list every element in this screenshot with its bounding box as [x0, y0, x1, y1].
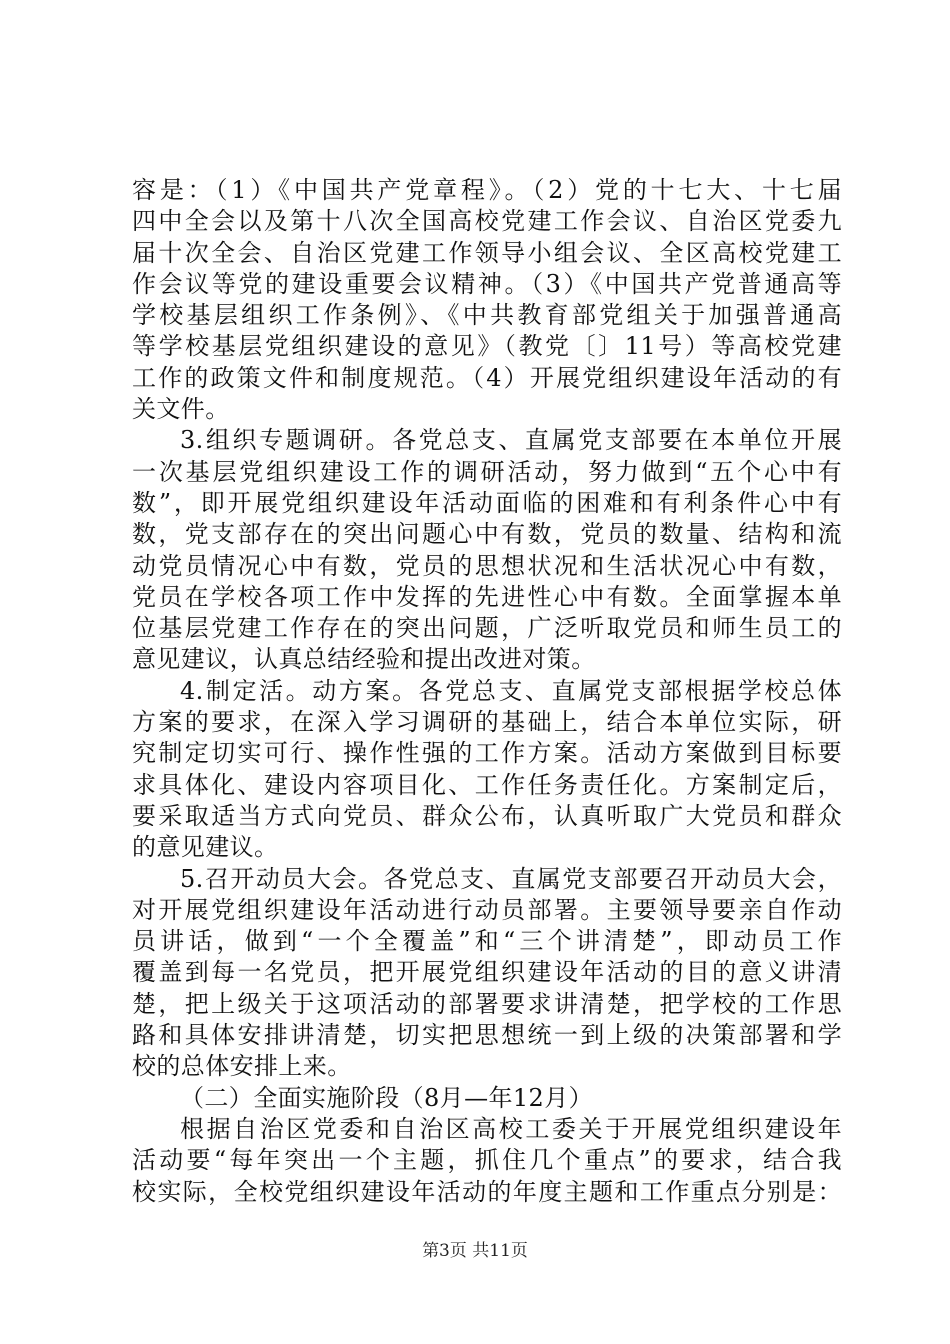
text-line: 位基层党建工作存在的突出问题，广泛听取党员和师生员工的: [132, 614, 842, 643]
text-line: 工作的政策文件和制度规范。（4）开展党组织建设年活动的有: [132, 363, 842, 392]
text-line: 届十次全会、自治区党建工作领导小组会议、全区高校党建工: [132, 238, 842, 267]
text-line: 党员在学校各项工作中发挥的先进性心中有数。全面掌握本单: [132, 582, 842, 611]
document-body: [132, 175, 842, 1208]
text-line: 3.组织专题调研。各党总支、直属党支部要在本单位开展: [180, 426, 842, 455]
text-line: 关文件。: [132, 395, 230, 424]
text-line: 覆盖到每一名党员，把开展党组织建设年活动的目的意义讲清: [132, 958, 842, 987]
text-line: 容是：（1）《中国共产党章程》。（2）党的十七大、十七届: [132, 176, 842, 204]
text-line: 校实际，全校党组织建设年活动的年度主题和工作重点分别是：: [132, 1177, 842, 1206]
text-line: 一次基层党组织建设工作的调研活动，努力做到“五个心中有: [132, 457, 842, 486]
text-line: 求具体化、建设内容项目化、工作任务责任化。方案制定后，: [132, 770, 842, 799]
text-line: 究制定切实可行、操作性强的工作方案。活动方案做到目标要: [132, 739, 842, 768]
text-line: 方案的要求，在深入学习调研的基础上，结合本单位实际，研: [132, 708, 842, 737]
section-heading: （二）全面实施阶段（8月—年12月）: [180, 1083, 594, 1112]
text-line: 学校基层组织工作条例》、《中共教育部党组关于加强普通高: [132, 301, 842, 330]
text-line: 意见建议，认真总结经验和提出改进对策。: [132, 645, 596, 674]
text-line: 要采取适当方式向党员、群众公布，认真听取广大党员和群众: [132, 801, 842, 830]
text-line: 作会议等党的建设重要会议精神。（3）《中国共产党普通高等: [132, 269, 842, 298]
text-line: 等学校基层党组织建设的意见》（教党〔〕11号）等高校党建: [132, 332, 842, 361]
text-line: 四中全会以及第十八次全国高校党建工作会议、自治区党委九: [132, 207, 842, 236]
text-line: 动党员情况心中有数，党员的思想状况和生活状况心中有数，: [132, 551, 842, 580]
text-line: 活动要“每年突出一个主题，抓住几个重点”的要求，结合我: [132, 1146, 842, 1175]
text-line: 路和具体安排讲清楚，切实把思想统一到上级的决策部署和学: [132, 1021, 842, 1050]
text-line: 数”，即开展党组织建设年活动面临的困难和有利条件心中有: [132, 488, 842, 517]
text-line: 的意见建议。: [132, 833, 279, 862]
text-line: 4.制定活。动方案。各党总支、直属党支部根据学校总体: [180, 676, 842, 705]
text-line: 数，党支部存在的突出问题心中有数，党员的数量、结构和流: [132, 520, 842, 549]
text-line: 根据自治区党委和自治区高校工委关于开展党组织建设年: [180, 1114, 842, 1143]
text-line: 员讲话，做到“一个全覆盖”和“三个讲清楚”，即动员工作: [132, 927, 842, 956]
text-line: 楚，把上级关于这项活动的部署要求讲清楚，把学校的工作思: [132, 989, 842, 1018]
text-line: 5.召开动员大会。各党总支、直属党支部要召开动员大会，: [180, 864, 842, 893]
text-line: 对开展党组织建设年活动进行动员部署。主要领导要亲自作动: [132, 895, 842, 924]
page-footer: 第3页 共11页: [422, 1241, 528, 1261]
text-line: 校的总体安排上来。: [132, 1052, 352, 1081]
